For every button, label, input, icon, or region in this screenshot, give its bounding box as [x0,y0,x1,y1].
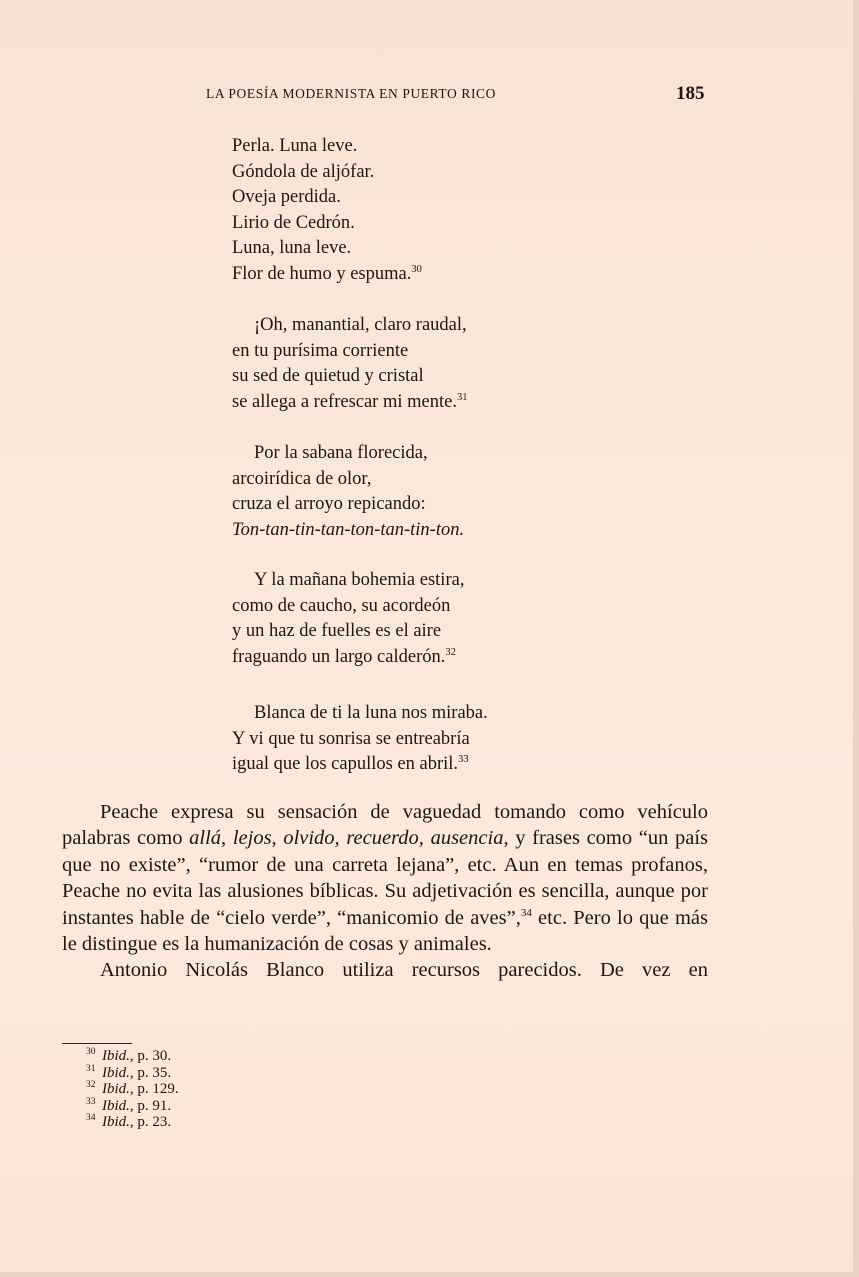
verse-line: Ton-tan-tin-tan-ton-tan-tin-ton. [232,519,465,540]
footnote-ref: Ibid., [102,1048,134,1064]
footnote-rule [62,1043,132,1044]
verse-line-text: fraguando un largo calderón. [232,646,446,667]
paragraph-text: etc. Pero lo que más le distingue es la humanización de cosas y animales. [62,906,708,956]
verse-line: Y vi que tu sonrisa se entreabría [232,728,470,749]
verse-line: Lirio de Cedrón. [232,212,355,233]
footnote: 30 Ibid., p. 30. [86,1047,172,1064]
body-text [62,799,708,984]
paragraph-text: , [221,827,233,850]
verse-line: cruza el arroyo repicando: [232,494,426,515]
stanza-3 [232,441,464,543]
stanza-5 [232,701,488,778]
verse-line: Y la mañana bohemia estira, [254,570,465,590]
footnote-ref: Ibid., [102,1114,134,1131]
page-edge-bottom [0,1272,859,1277]
stanza-1 [232,134,422,288]
verse-line-text: se allega a refrescar mi mente. [232,391,457,412]
footnote-page: p. 129. [133,1081,179,1098]
verse-line: Perla. Luna leve. [232,136,358,156]
page-number: 185 [676,83,705,104]
verse-line [232,645,464,671]
footnotes [86,1048,179,1131]
verse-line [232,262,422,288]
footnote-marker: 31 [456,391,468,403]
footnote: 34 Ibid., p. 23. [86,1113,172,1131]
footnote: 31 Ibid., p. 35. [86,1063,172,1081]
footnote: 32 Ibid., p. 129. [86,1080,179,1098]
paragraph-text: y frases como “un país que no existe”, “rumor de una carreta lejana”, etc. Aun en temas profanos, Peache no evita las alusiones bíblicas. Su adjetivación es sencilla, aunque por instantes hable de “cielo verde”, “manicomio de aves”, [62,827,709,929]
footnote-marker: 32 [445,646,456,658]
footnote-page: p. 35. [133,1064,172,1081]
footnote: 33 Ibid., p. 91. [86,1096,172,1114]
footnote-page: p. 91. [133,1097,172,1114]
verse-line: como de caucho, su acordeón [232,595,451,616]
footnote-marker: 34 [520,906,532,919]
footnote-ref: Ibid., [102,1064,134,1081]
verse-line: Oveja perdida. [232,187,341,208]
verse-line: Blanca de ti la luna nos miraba. [254,703,488,723]
verse-line [232,752,488,778]
stanza-2 [232,313,467,415]
stanza-4 [232,568,464,670]
verse-line: Góndola de aljófar. [232,161,375,182]
verse-line: en tu purísima corriente [232,340,409,361]
paragraph: Antonio Nicolás Blanco utiliza recursos parecidos. De vez en [100,959,708,982]
verse-line-text: igual que los capullos en abril. [232,754,459,775]
page-edge-right [853,0,859,1277]
footnote-marker: 30 [411,263,422,275]
verse-line: Por la sabana florecida, [254,443,428,463]
footnote-marker: 33 [458,754,469,766]
verse-line-text: Flor de humo y espuma. [232,263,412,284]
footnote-page: p. 30. [133,1048,172,1064]
verse-line: su sed de quietud y cristal [232,366,424,387]
footnote-page: p. 23. [133,1114,172,1131]
footnote-ref: Ibid., [102,1081,134,1098]
italic-term: allá [189,827,222,850]
verse-line [232,390,467,416]
italic-term: lejos, olvido, recuerdo, ausencia, [232,827,509,850]
footnote-ref: Ibid., [102,1097,134,1114]
verse-line: Luna, luna leve. [232,238,352,259]
verse-line: ¡Oh, manantial, claro raudal, [254,315,467,335]
paragraph [62,799,708,957]
verse-line: arcoirídica de olor, [232,468,372,489]
paragraph-text: Peache expresa su sensación de vaguedad tomando como vehículo palabras como [62,801,708,850]
running-title: LA POESÍA MODERNISTA EN PUERTO RICO [206,86,497,101]
verse-line: y un haz de fuelles es el aire [232,621,442,642]
